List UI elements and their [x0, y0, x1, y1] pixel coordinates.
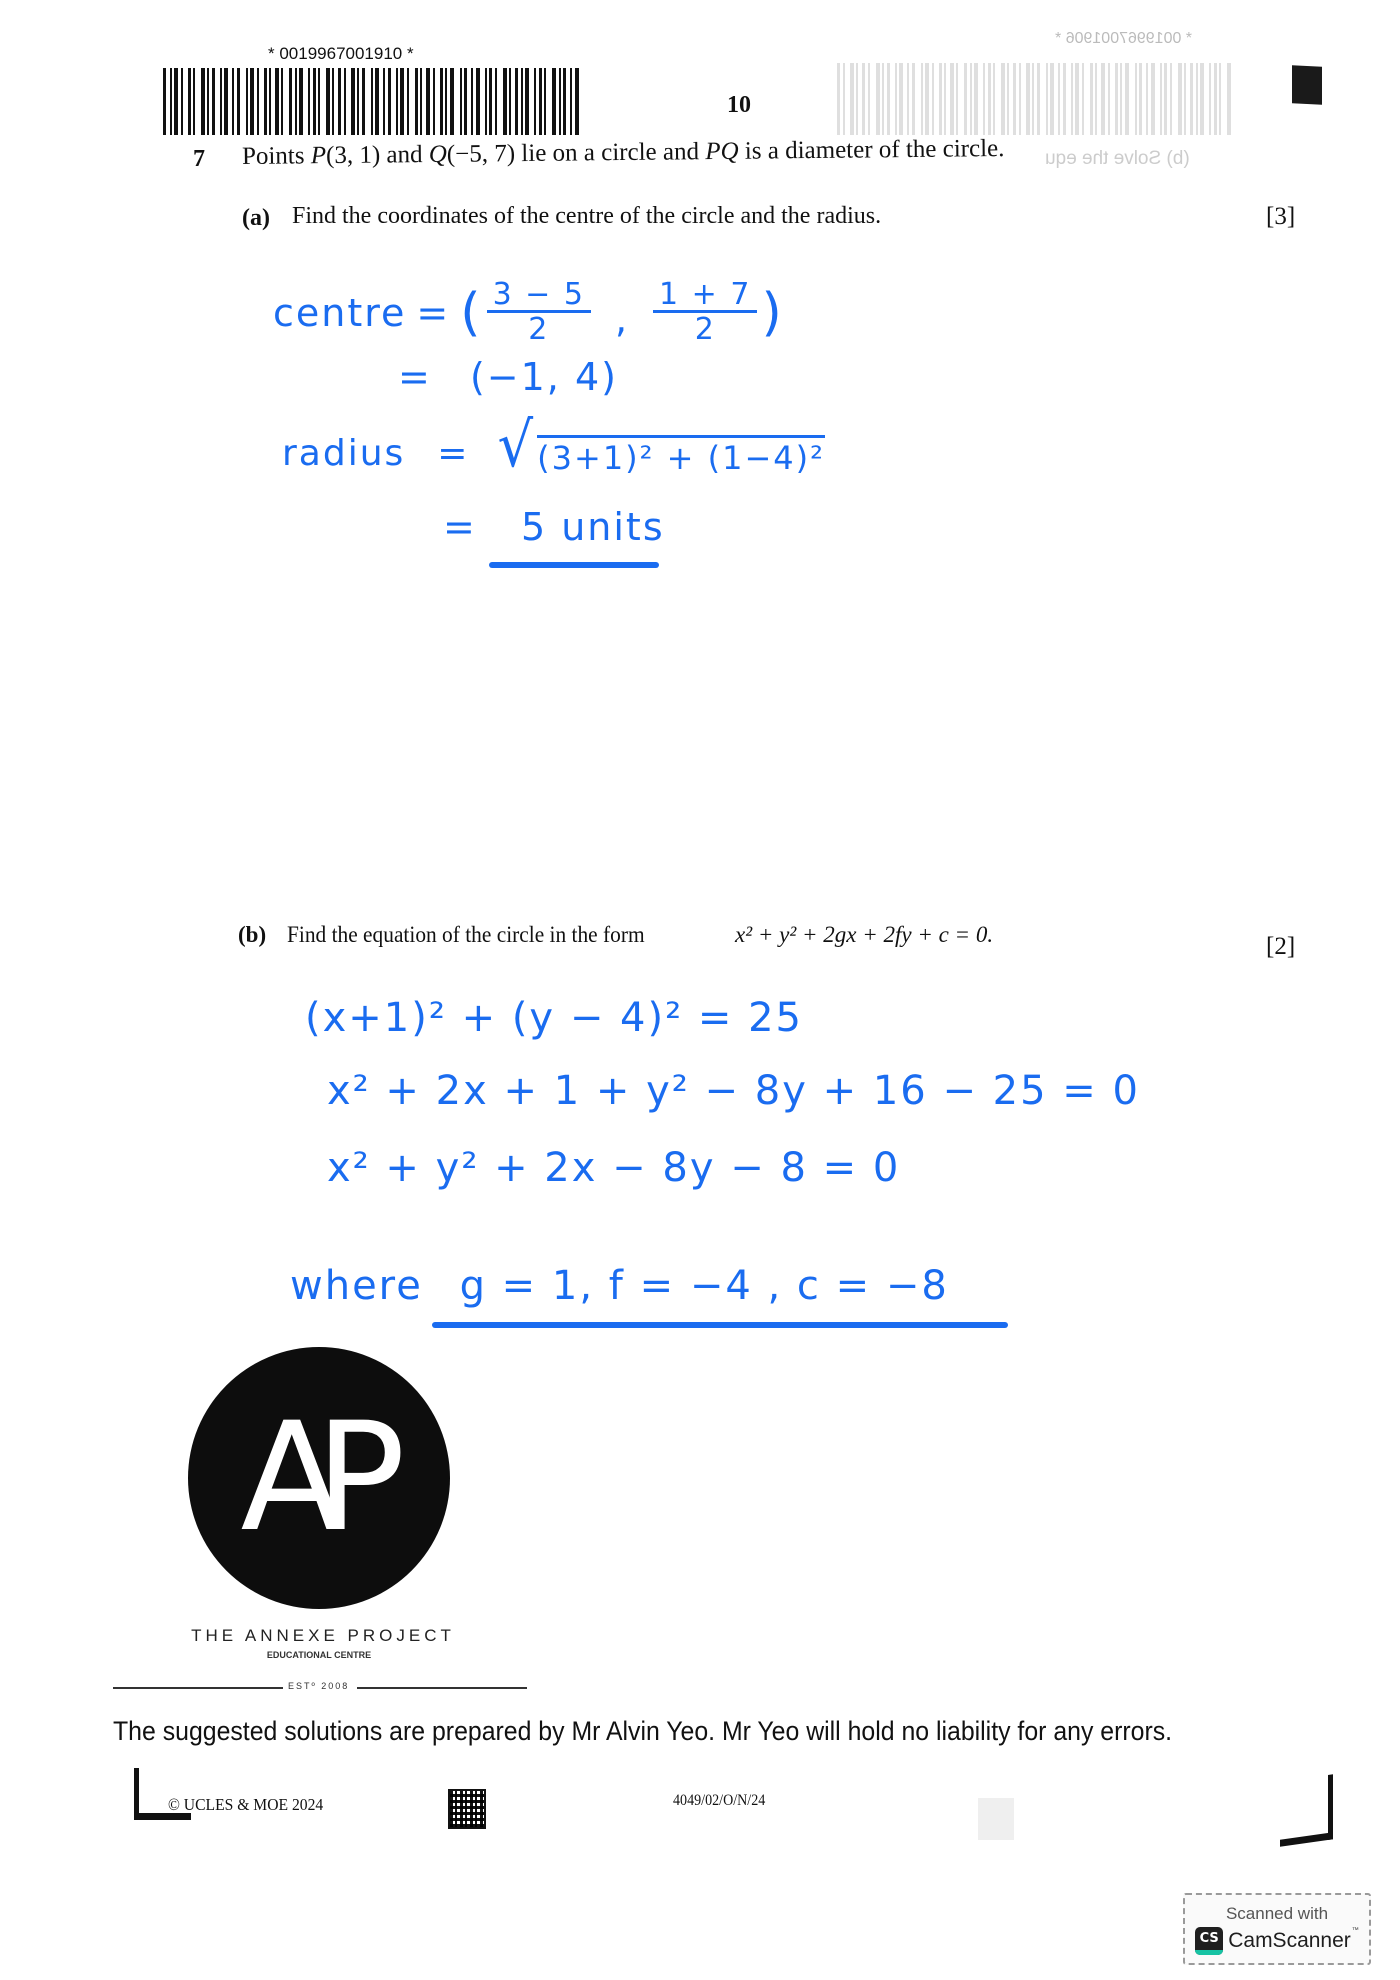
equals-sign: = [398, 355, 432, 399]
camscanner-icon-text: CS [1199, 1931, 1219, 1946]
barcode [163, 68, 631, 135]
part-b-form: x² + y² + 2gx + 2fy + c = 0. [735, 922, 994, 947]
logo-rule-left [113, 1687, 283, 1689]
close-paren: ) [761, 282, 784, 343]
stem-text: (−5, 7) lie on a circle and [446, 138, 706, 168]
answer-underline-a [489, 562, 659, 568]
point-q: Q [428, 140, 447, 169]
copyright: © UCLES & MOE 2024 [168, 1795, 324, 1814]
coefficient-values: g = 1, f = −4 , c = −8 [459, 1263, 949, 1309]
centre-result: (−1, 4) [469, 355, 618, 399]
y-fraction [653, 277, 757, 347]
radius-working [282, 409, 825, 482]
question-stem [242, 135, 1005, 171]
answer-underline-b [432, 1322, 1008, 1328]
ghost-text: (b) Solve the equ [1045, 148, 1190, 169]
barcode-number: * 0019967001910 * [268, 44, 414, 63]
annexe-logo [188, 1347, 450, 1609]
logo-name: THE ANNEXE PROJECT [191, 1626, 455, 1645]
ghost-barcode [837, 63, 1292, 135]
registration-mark [1292, 65, 1322, 105]
radical-sign-icon: √ [497, 409, 536, 482]
x-fraction [487, 277, 591, 347]
part-a-label: (a) [242, 205, 270, 231]
part-a-prompt: Find the coordinates of the centre of the circle and the radius. [292, 203, 882, 229]
radius-result: 5 units [520, 505, 665, 549]
equals-sign: = [443, 505, 477, 549]
stem-text: Points [241, 142, 311, 170]
part-b-label: (b) [238, 922, 267, 947]
radius-result-line [443, 505, 665, 549]
square-root [497, 409, 825, 482]
question-number: 7 [193, 146, 205, 172]
y-numerator: 1 + 7 [653, 280, 757, 313]
stem-text: (3, 1) and [325, 141, 429, 170]
centre-result-line [398, 355, 618, 399]
trademark: ™ [1351, 1926, 1359, 1934]
x-denominator: 2 [528, 312, 550, 347]
y-denominator: 2 [694, 312, 716, 347]
paper-code: 4049/02/O/N/24 [673, 1792, 766, 1809]
camscanner-name: CamScanner [1228, 1928, 1351, 1952]
equation-line-2: x² + 2x + 1 + y² − 8y + 16 − 25 = 0 [327, 1068, 1140, 1114]
logo-subtitle: EDUCATIONAL CENTRE [266, 1650, 372, 1660]
logo-established: ESTº 2008 [288, 1681, 350, 1691]
comma: , [614, 296, 630, 341]
ghost-datamatrix [978, 1798, 1014, 1840]
equation-line-3: x² + y² + 2x − 8y − 8 = 0 [327, 1145, 901, 1191]
stem-text: is a diameter of the circle. [738, 135, 1005, 165]
corner-mark-right [1280, 1774, 1333, 1846]
point-p: P [310, 142, 327, 170]
scanned-with-text: Scanned with [1225, 1903, 1329, 1923]
part-a-marks: [3] [1266, 203, 1296, 230]
equation-line-1: (x+1)² + (y − 4)² = 25 [305, 995, 803, 1041]
where-label: where [290, 1263, 423, 1309]
camscanner-watermark [1183, 1893, 1371, 1965]
centre-label: centre [273, 290, 407, 335]
equals-sign: = [437, 433, 470, 474]
open-paren: ( [460, 282, 483, 343]
part-b-marks: [2] [1266, 933, 1296, 960]
part-b-prompt: Find the equation of the circle in the form [287, 922, 645, 947]
equals-sign: = [416, 290, 451, 335]
radius-label: radius [282, 433, 406, 474]
radius-expression: (3+1)² + (1−4)² [537, 435, 825, 474]
centre-working [273, 277, 784, 347]
coefficients-line [290, 1263, 949, 1309]
x-numerator: 3 − 5 [487, 280, 591, 313]
logo-monogram: AP [240, 1391, 378, 1565]
camscanner-brand [1195, 1927, 1359, 1955]
datamatrix-code [448, 1789, 486, 1829]
segment-pq: PQ [705, 137, 739, 166]
camscanner-icon [1195, 1927, 1223, 1955]
disclaimer: The suggested solutions are prepared by Mr Alvin Yeo. Mr Yeo will hold no liability for any errors. [113, 1716, 1173, 1746]
logo-rule-right [357, 1687, 527, 1689]
ghost-barcode-number: * 0019967001906 * [1055, 30, 1193, 47]
page-number: 10 [727, 92, 751, 118]
